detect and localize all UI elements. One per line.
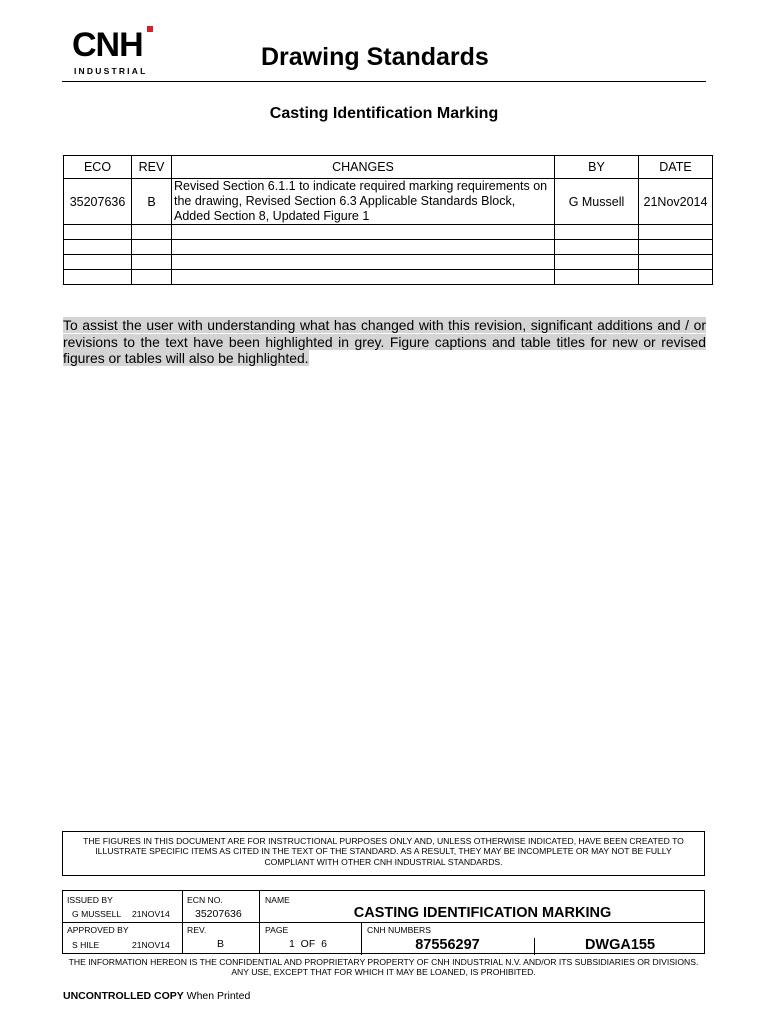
document-subtitle: Casting Identification Marking bbox=[269, 105, 499, 122]
title-block-col-divider bbox=[259, 891, 260, 953]
header-by: BY bbox=[555, 156, 639, 179]
logo-text: CNH bbox=[72, 26, 143, 64]
title-block-divider bbox=[63, 922, 704, 923]
revision-highlight-note bbox=[63, 317, 706, 367]
table-row-blank bbox=[64, 270, 713, 285]
cnh-numbers-label: CNH NUMBERS bbox=[367, 925, 431, 935]
header-rev: REV bbox=[132, 156, 172, 179]
cell-by: G Mussell bbox=[555, 179, 639, 225]
cell-changes: Revised Section 6.1.1 to indicate required marking requirements on the drawing, Revised Section 6.3 Applicable Standards Block, Added Section 8, Updated Figure 1 bbox=[172, 179, 555, 225]
dwg-number-value: DWGA155 bbox=[584, 937, 656, 953]
rev-label: REV. bbox=[187, 925, 207, 935]
document-name-value: CASTING IDENTIFICATION MARKING bbox=[353, 905, 612, 921]
table-row-blank bbox=[64, 240, 713, 255]
cnh-industrial-logo bbox=[72, 26, 162, 76]
header-eco: ECO bbox=[64, 156, 132, 179]
table-row-blank bbox=[64, 255, 713, 270]
title-block bbox=[62, 890, 705, 954]
approved-by-date: 21NOV14 bbox=[132, 940, 170, 950]
table-row-blank bbox=[64, 225, 713, 240]
name-label: NAME bbox=[265, 895, 290, 905]
issued-by-date: 21NOV14 bbox=[132, 909, 170, 919]
revision-table-header bbox=[64, 156, 713, 179]
proprietary-notice: THE INFORMATION HEREON IS THE CONFIDENTIAL AND PROPRIETARY PROPERTY OF CNH INDUSTRIAL N.V. AND/OR ITS SUBSIDIARIES OR DIVISIONS. ANY USE, EXCEPT THAT FOR WHICH IT MAY BE LOANED, IS PROHIBITED. bbox=[68, 957, 699, 978]
title-block-col-divider bbox=[182, 891, 183, 953]
approved-by-label: APPROVED BY bbox=[67, 925, 129, 935]
rev-value: B bbox=[217, 938, 225, 950]
ecn-label: ECN NO. bbox=[187, 895, 223, 905]
revision-table bbox=[63, 155, 713, 285]
issued-by-label: ISSUED BY bbox=[67, 895, 113, 905]
cnh-number-value: 87556297 bbox=[415, 937, 480, 953]
header-rule bbox=[62, 81, 706, 82]
highlighted-note-text: To assist the user with understanding what has changed with this revision, significant additions and / or revisions to the text have been highlighted in grey. Figure captions and table titles for new or revised figures or tables will also be highlighted. bbox=[63, 317, 706, 367]
logo-red-accent bbox=[147, 26, 153, 32]
approved-by-name: S HILE bbox=[72, 940, 100, 950]
header-changes: CHANGES bbox=[172, 156, 555, 179]
issued-by-name: G MUSSELL bbox=[72, 909, 122, 919]
cell-rev: B bbox=[132, 179, 172, 225]
instructional-disclaimer: THE FIGURES IN THIS DOCUMENT ARE FOR INSTRUCTIONAL PURPOSES ONLY AND, UNLESS OTHERWISE INDICATED, HAVE BEEN CREATED TO ILLUSTRATE SPECIFIC ITEMS AS CITED IN THE TEXT OF THE STANDARD. AS A RESULT, THEY MAY BE INCOMPLETE OR MAY NOT BE FULLY COMPLIANT WITH OTHER CNH INDUSTRIAL STANDARDS. bbox=[62, 831, 705, 876]
uncontrolled-copy-rest: When Printed bbox=[183, 990, 251, 1002]
cell-date: 21Nov2014 bbox=[639, 179, 713, 225]
header-date: DATE bbox=[639, 156, 713, 179]
uncontrolled-copy-notice bbox=[63, 990, 250, 1002]
cell-eco: 35207636 bbox=[64, 179, 132, 225]
table-row bbox=[64, 179, 713, 225]
logo-subtext: INDUSTRIAL bbox=[74, 66, 148, 76]
ecn-value: 35207636 bbox=[195, 908, 242, 920]
document-title: Drawing Standards bbox=[261, 43, 489, 71]
uncontrolled-copy-bold: UNCONTROLLED COPY bbox=[63, 990, 184, 1002]
page-value: 1 OF 6 bbox=[289, 938, 327, 950]
page-label: PAGE bbox=[265, 925, 289, 935]
